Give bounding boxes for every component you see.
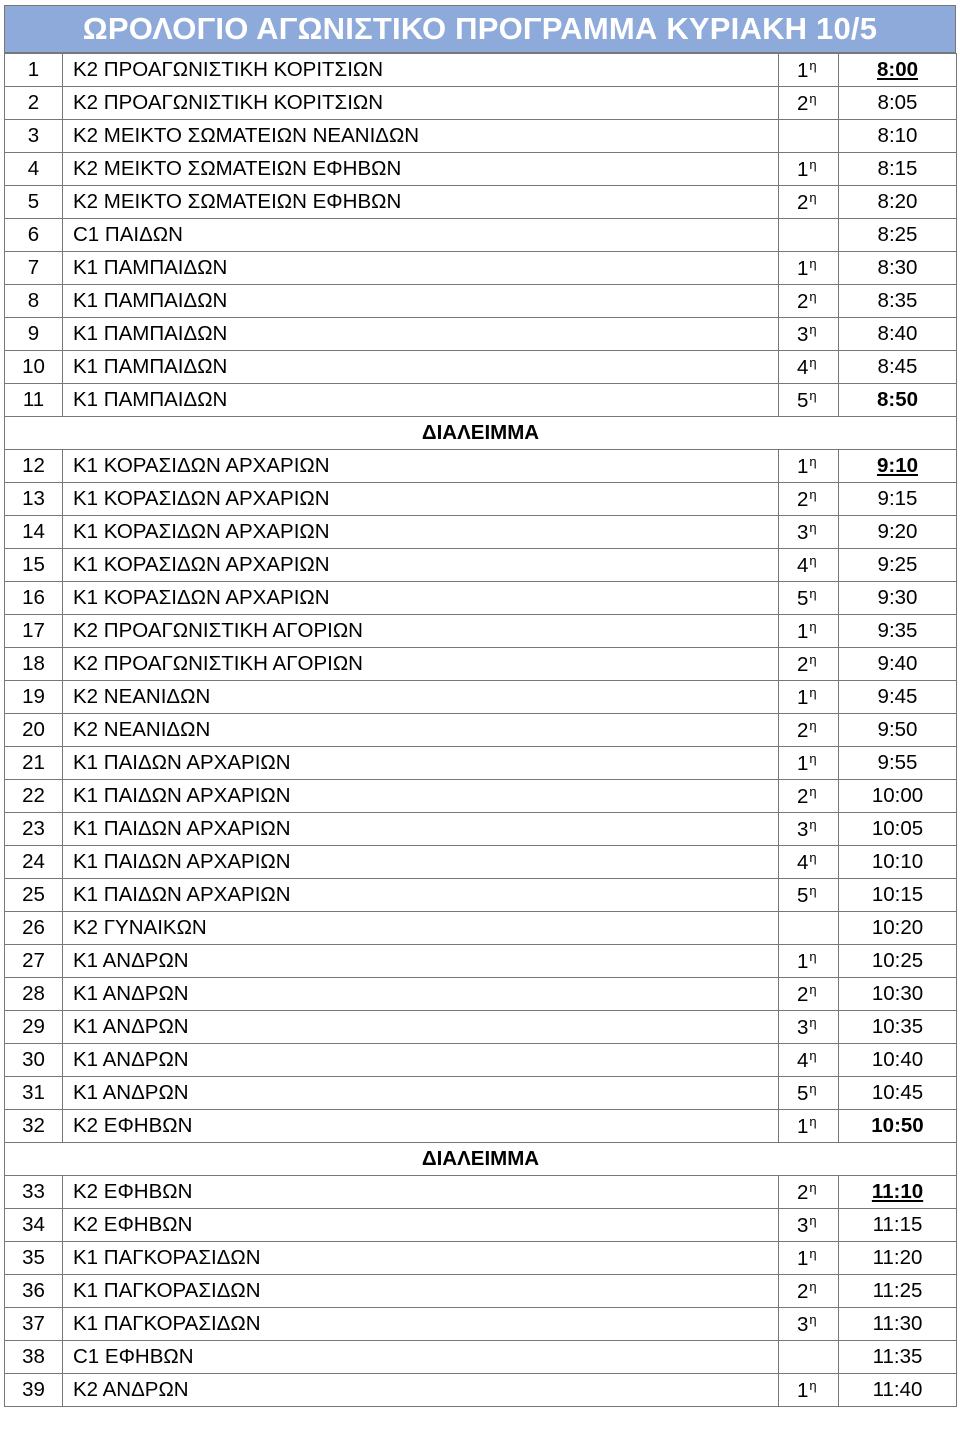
category-name: Κ1 ΠΑΓΚΟΡΑΣΙΔΩΝ bbox=[63, 1242, 779, 1275]
start-time: 11:30 bbox=[839, 1308, 957, 1341]
group-cell bbox=[779, 615, 839, 648]
schedule-row bbox=[5, 153, 957, 186]
group-number: 1 bbox=[797, 619, 809, 643]
group-suffix: η bbox=[809, 57, 817, 73]
group-suffix: η bbox=[809, 90, 817, 106]
schedule-row bbox=[5, 318, 957, 351]
schedule-row bbox=[5, 1110, 957, 1143]
category-name: Κ2 ΠΡΟΑΓΩΝΙΣΤΙΚΗ ΚΟΡΙΤΣΙΩΝ bbox=[63, 87, 779, 120]
group-number: 3 bbox=[797, 1312, 809, 1336]
schedule-row bbox=[5, 1341, 957, 1374]
group-cell bbox=[779, 1044, 839, 1077]
category-name: Κ1 ΑΝΔΡΩΝ bbox=[63, 978, 779, 1011]
group-number: 1 bbox=[797, 949, 809, 973]
row-number: 28 bbox=[5, 978, 63, 1011]
start-time: 8:15 bbox=[839, 153, 957, 186]
group-cell bbox=[779, 912, 839, 945]
category-name: Κ1 ΚΟΡΑΣΙΔΩΝ ΑΡΧΑΡΙΩΝ bbox=[63, 516, 779, 549]
row-number: 37 bbox=[5, 1308, 63, 1341]
group-cell bbox=[779, 1011, 839, 1044]
group-number: 1 bbox=[797, 58, 809, 82]
group-number: 2 bbox=[797, 652, 809, 676]
group-suffix: η bbox=[809, 1311, 817, 1327]
group-suffix: η bbox=[809, 684, 817, 700]
group-suffix: η bbox=[809, 981, 817, 997]
start-time: 10:10 bbox=[839, 846, 957, 879]
group-suffix: η bbox=[809, 387, 817, 403]
row-number: 39 bbox=[5, 1374, 63, 1407]
group-number: 1 bbox=[797, 1378, 809, 1402]
group-number: 2 bbox=[797, 190, 809, 214]
row-number: 22 bbox=[5, 780, 63, 813]
row-number: 1 bbox=[5, 54, 63, 87]
group-cell bbox=[779, 978, 839, 1011]
group-cell bbox=[779, 1209, 839, 1242]
row-number: 5 bbox=[5, 186, 63, 219]
group-cell bbox=[779, 681, 839, 714]
schedule-rows bbox=[5, 54, 957, 1407]
category-name: Κ2 ΜΕΙΚΤΟ ΣΩΜΑΤΕΙΩΝ ΝΕΑΝΙΔΩΝ bbox=[63, 120, 779, 153]
group-cell bbox=[779, 483, 839, 516]
group-number: 1 bbox=[797, 1246, 809, 1270]
group-number: 1 bbox=[797, 157, 809, 181]
row-number: 10 bbox=[5, 351, 63, 384]
group-cell bbox=[779, 1308, 839, 1341]
group-suffix: η bbox=[809, 1179, 817, 1195]
category-name: Κ2 ΝΕΑΝΙΔΩΝ bbox=[63, 714, 779, 747]
group-suffix: η bbox=[809, 849, 817, 865]
category-name: Κ2 ΕΦΗΒΩΝ bbox=[63, 1176, 779, 1209]
category-name: Κ1 ΠΑΜΠΑΙΔΩΝ bbox=[63, 318, 779, 351]
category-name: Κ1 ΠΑΓΚΟΡΑΣΙΔΩΝ bbox=[63, 1275, 779, 1308]
start-time: 8:35 bbox=[839, 285, 957, 318]
schedule-row bbox=[5, 1044, 957, 1077]
group-cell bbox=[779, 582, 839, 615]
schedule-title: ΩΡΟΛΟΓΙΟ ΑΓΩΝΙΣΤΙΚΟ ΠΡΟΓΡΑΜΜΑ ΚΥΡΙΑΚΗ 10/5 bbox=[4, 5, 956, 53]
row-number: 12 bbox=[5, 450, 63, 483]
category-name: Κ1 ΠΑΜΠΑΙΔΩΝ bbox=[63, 285, 779, 318]
row-number: 33 bbox=[5, 1176, 63, 1209]
group-suffix: η bbox=[809, 783, 817, 799]
category-name: Κ1 ΠΑΜΠΑΙΔΩΝ bbox=[63, 384, 779, 417]
schedule-row bbox=[5, 615, 957, 648]
group-suffix: η bbox=[809, 288, 817, 304]
break-label: ΔΙΑΛΕΙΜΜΑ bbox=[5, 417, 957, 450]
group-suffix: η bbox=[809, 882, 817, 898]
group-cell bbox=[779, 747, 839, 780]
schedule-row bbox=[5, 714, 957, 747]
group-cell bbox=[779, 1242, 839, 1275]
group-cell bbox=[779, 714, 839, 747]
group-number: 3 bbox=[797, 1015, 809, 1039]
group-suffix: η bbox=[809, 486, 817, 502]
schedule-row bbox=[5, 1275, 957, 1308]
group-number: 3 bbox=[797, 520, 809, 544]
start-time: 8:50 bbox=[839, 384, 957, 417]
schedule-row bbox=[5, 285, 957, 318]
row-number: 18 bbox=[5, 648, 63, 681]
row-number: 7 bbox=[5, 252, 63, 285]
group-cell bbox=[779, 252, 839, 285]
group-suffix: η bbox=[809, 1113, 817, 1129]
start-time: 10:40 bbox=[839, 1044, 957, 1077]
category-name: Κ1 ΠΑΙΔΩΝ ΑΡΧΑΡΙΩΝ bbox=[63, 747, 779, 780]
group-number: 2 bbox=[797, 982, 809, 1006]
start-time: 9:45 bbox=[839, 681, 957, 714]
group-number: 1 bbox=[797, 256, 809, 280]
row-number: 2 bbox=[5, 87, 63, 120]
break-row bbox=[5, 417, 957, 450]
row-number: 32 bbox=[5, 1110, 63, 1143]
group-suffix: η bbox=[809, 585, 817, 601]
start-time: 10:35 bbox=[839, 1011, 957, 1044]
schedule-row bbox=[5, 747, 957, 780]
schedule-row bbox=[5, 87, 957, 120]
start-time: 9:10 bbox=[839, 450, 957, 483]
group-suffix: η bbox=[809, 552, 817, 568]
group-cell bbox=[779, 120, 839, 153]
row-number: 29 bbox=[5, 1011, 63, 1044]
group-cell bbox=[779, 186, 839, 219]
category-name: Κ2 ΓΥΝΑΙΚΩΝ bbox=[63, 912, 779, 945]
row-number: 11 bbox=[5, 384, 63, 417]
group-number: 1 bbox=[797, 1114, 809, 1138]
category-name: Κ1 ΑΝΔΡΩΝ bbox=[63, 1077, 779, 1110]
group-suffix: η bbox=[809, 453, 817, 469]
schedule-row bbox=[5, 846, 957, 879]
row-number: 17 bbox=[5, 615, 63, 648]
schedule-row bbox=[5, 516, 957, 549]
start-time: 9:55 bbox=[839, 747, 957, 780]
group-number: 3 bbox=[797, 322, 809, 346]
group-number: 5 bbox=[797, 1081, 809, 1105]
start-time: 11:35 bbox=[839, 1341, 957, 1374]
group-suffix: η bbox=[809, 321, 817, 337]
start-time: 9:25 bbox=[839, 549, 957, 582]
group-cell bbox=[779, 1341, 839, 1374]
schedule-row bbox=[5, 945, 957, 978]
category-name: Κ2 ΕΦΗΒΩΝ bbox=[63, 1110, 779, 1143]
category-name: Κ2 ΠΡΟΑΓΩΝΙΣΤΙΚΗ ΚΟΡΙΤΣΙΩΝ bbox=[63, 54, 779, 87]
row-number: 20 bbox=[5, 714, 63, 747]
row-number: 31 bbox=[5, 1077, 63, 1110]
group-suffix: η bbox=[809, 651, 817, 667]
category-name: Κ1 ΚΟΡΑΣΙΔΩΝ ΑΡΧΑΡΙΩΝ bbox=[63, 549, 779, 582]
group-suffix: η bbox=[809, 1278, 817, 1294]
schedule-row bbox=[5, 120, 957, 153]
schedule-row bbox=[5, 54, 957, 87]
row-number: 19 bbox=[5, 681, 63, 714]
schedule-row bbox=[5, 648, 957, 681]
group-suffix: η bbox=[809, 156, 817, 172]
row-number: 24 bbox=[5, 846, 63, 879]
start-time: 9:40 bbox=[839, 648, 957, 681]
row-number: 34 bbox=[5, 1209, 63, 1242]
group-cell bbox=[779, 516, 839, 549]
schedule-row bbox=[5, 1077, 957, 1110]
start-time: 8:10 bbox=[839, 120, 957, 153]
start-time: 11:10 bbox=[839, 1176, 957, 1209]
group-suffix: η bbox=[809, 816, 817, 832]
break-row bbox=[5, 1143, 957, 1176]
group-cell bbox=[779, 384, 839, 417]
start-time: 8:05 bbox=[839, 87, 957, 120]
schedule-row bbox=[5, 450, 957, 483]
start-time: 10:00 bbox=[839, 780, 957, 813]
group-number: 2 bbox=[797, 487, 809, 511]
schedule-row bbox=[5, 681, 957, 714]
row-number: 13 bbox=[5, 483, 63, 516]
group-suffix: η bbox=[809, 717, 817, 733]
category-name: Κ1 ΠΑΜΠΑΙΔΩΝ bbox=[63, 351, 779, 384]
category-name: Κ2 ΜΕΙΚΤΟ ΣΩΜΑΤΕΙΩΝ ΕΦΗΒΩΝ bbox=[63, 186, 779, 219]
group-cell bbox=[779, 351, 839, 384]
group-suffix: η bbox=[809, 1245, 817, 1261]
group-number: 5 bbox=[797, 586, 809, 610]
start-time: 9:20 bbox=[839, 516, 957, 549]
category-name: C1 ΕΦΗΒΩΝ bbox=[63, 1341, 779, 1374]
group-cell bbox=[779, 813, 839, 846]
group-cell bbox=[779, 846, 839, 879]
start-time: 8:00 bbox=[839, 54, 957, 87]
schedule-row bbox=[5, 351, 957, 384]
group-suffix: η bbox=[809, 519, 817, 535]
start-time: 9:35 bbox=[839, 615, 957, 648]
start-time: 11:20 bbox=[839, 1242, 957, 1275]
start-time: 9:50 bbox=[839, 714, 957, 747]
schedule-row bbox=[5, 1011, 957, 1044]
group-number: 3 bbox=[797, 1213, 809, 1237]
row-number: 30 bbox=[5, 1044, 63, 1077]
group-cell bbox=[779, 549, 839, 582]
group-number: 2 bbox=[797, 289, 809, 313]
start-time: 8:40 bbox=[839, 318, 957, 351]
category-name: Κ1 ΚΟΡΑΣΙΔΩΝ ΑΡΧΑΡΙΩΝ bbox=[63, 450, 779, 483]
category-name: Κ1 ΚΟΡΑΣΙΔΩΝ ΑΡΧΑΡΙΩΝ bbox=[63, 483, 779, 516]
group-suffix: η bbox=[809, 948, 817, 964]
category-name: Κ1 ΠΑΙΔΩΝ ΑΡΧΑΡΙΩΝ bbox=[63, 813, 779, 846]
row-number: 4 bbox=[5, 153, 63, 186]
start-time: 10:50 bbox=[839, 1110, 957, 1143]
group-number: 1 bbox=[797, 454, 809, 478]
group-suffix: η bbox=[809, 1212, 817, 1228]
start-time: 10:30 bbox=[839, 978, 957, 1011]
category-name: Κ2 ΠΡΟΑΓΩΝΙΣΤΙΚΗ ΑΓΟΡΙΩΝ bbox=[63, 615, 779, 648]
group-number: 5 bbox=[797, 883, 809, 907]
row-number: 23 bbox=[5, 813, 63, 846]
group-suffix: η bbox=[809, 189, 817, 205]
category-name: C1 ΠΑΙΔΩΝ bbox=[63, 219, 779, 252]
group-cell bbox=[779, 1275, 839, 1308]
start-time: 8:30 bbox=[839, 252, 957, 285]
row-number: 15 bbox=[5, 549, 63, 582]
category-name: Κ1 ΠΑΙΔΩΝ ΑΡΧΑΡΙΩΝ bbox=[63, 879, 779, 912]
schedule-row bbox=[5, 1374, 957, 1407]
category-name: Κ1 ΠΑΓΚΟΡΑΣΙΔΩΝ bbox=[63, 1308, 779, 1341]
start-time: 11:40 bbox=[839, 1374, 957, 1407]
schedule-row bbox=[5, 252, 957, 285]
category-name: Κ1 ΑΝΔΡΩΝ bbox=[63, 1044, 779, 1077]
row-number: 36 bbox=[5, 1275, 63, 1308]
schedule-row bbox=[5, 483, 957, 516]
schedule-row bbox=[5, 780, 957, 813]
category-name: Κ1 ΑΝΔΡΩΝ bbox=[63, 1011, 779, 1044]
category-name: Κ1 ΠΑΙΔΩΝ ΑΡΧΑΡΙΩΝ bbox=[63, 846, 779, 879]
row-number: 25 bbox=[5, 879, 63, 912]
category-name: Κ2 ΠΡΟΑΓΩΝΙΣΤΙΚΗ ΑΓΟΡΙΩΝ bbox=[63, 648, 779, 681]
category-name: Κ2 ΑΝΔΡΩΝ bbox=[63, 1374, 779, 1407]
row-number: 38 bbox=[5, 1341, 63, 1374]
schedule-row bbox=[5, 582, 957, 615]
row-number: 21 bbox=[5, 747, 63, 780]
group-suffix: η bbox=[809, 750, 817, 766]
schedule-row bbox=[5, 1176, 957, 1209]
row-number: 35 bbox=[5, 1242, 63, 1275]
group-number: 4 bbox=[797, 553, 809, 577]
category-name: Κ1 ΠΑΙΔΩΝ ΑΡΧΑΡΙΩΝ bbox=[63, 780, 779, 813]
row-number: 27 bbox=[5, 945, 63, 978]
category-name: Κ1 ΑΝΔΡΩΝ bbox=[63, 945, 779, 978]
category-name: Κ2 ΝΕΑΝΙΔΩΝ bbox=[63, 681, 779, 714]
schedule-row bbox=[5, 912, 957, 945]
group-number: 2 bbox=[797, 91, 809, 115]
group-cell bbox=[779, 1077, 839, 1110]
group-number: 2 bbox=[797, 784, 809, 808]
group-number: 4 bbox=[797, 355, 809, 379]
group-cell bbox=[779, 1176, 839, 1209]
group-suffix: η bbox=[809, 1080, 817, 1096]
schedule-row bbox=[5, 978, 957, 1011]
schedule-row bbox=[5, 813, 957, 846]
start-time: 9:15 bbox=[839, 483, 957, 516]
category-name: Κ1 ΚΟΡΑΣΙΔΩΝ ΑΡΧΑΡΙΩΝ bbox=[63, 582, 779, 615]
group-suffix: η bbox=[809, 1047, 817, 1063]
group-cell bbox=[779, 879, 839, 912]
schedule-row bbox=[5, 186, 957, 219]
group-suffix: η bbox=[809, 1377, 817, 1393]
group-cell bbox=[779, 285, 839, 318]
start-time: 11:15 bbox=[839, 1209, 957, 1242]
group-suffix: η bbox=[809, 1014, 817, 1030]
group-cell bbox=[779, 219, 839, 252]
schedule-row bbox=[5, 384, 957, 417]
group-cell bbox=[779, 318, 839, 351]
group-cell bbox=[779, 780, 839, 813]
group-suffix: η bbox=[809, 354, 817, 370]
row-number: 16 bbox=[5, 582, 63, 615]
group-cell bbox=[779, 87, 839, 120]
group-suffix: η bbox=[809, 255, 817, 271]
group-cell bbox=[779, 1110, 839, 1143]
schedule-row bbox=[5, 1209, 957, 1242]
schedule-table bbox=[4, 53, 957, 1407]
group-cell bbox=[779, 945, 839, 978]
group-cell bbox=[779, 1374, 839, 1407]
group-number: 2 bbox=[797, 718, 809, 742]
start-time: 10:25 bbox=[839, 945, 957, 978]
category-name: Κ2 ΜΕΙΚΤΟ ΣΩΜΑΤΕΙΩΝ ΕΦΗΒΩΝ bbox=[63, 153, 779, 186]
start-time: 11:25 bbox=[839, 1275, 957, 1308]
row-number: 26 bbox=[5, 912, 63, 945]
start-time: 10:20 bbox=[839, 912, 957, 945]
row-number: 6 bbox=[5, 219, 63, 252]
row-number: 14 bbox=[5, 516, 63, 549]
category-name: Κ2 ΕΦΗΒΩΝ bbox=[63, 1209, 779, 1242]
category-name: Κ1 ΠΑΜΠΑΙΔΩΝ bbox=[63, 252, 779, 285]
group-cell bbox=[779, 450, 839, 483]
start-time: 9:30 bbox=[839, 582, 957, 615]
group-cell bbox=[779, 54, 839, 87]
group-number: 2 bbox=[797, 1279, 809, 1303]
group-number: 1 bbox=[797, 685, 809, 709]
row-number: 3 bbox=[5, 120, 63, 153]
start-time: 10:05 bbox=[839, 813, 957, 846]
schedule-row bbox=[5, 1242, 957, 1275]
group-number: 2 bbox=[797, 1180, 809, 1204]
schedule-row bbox=[5, 1308, 957, 1341]
group-number: 4 bbox=[797, 1048, 809, 1072]
start-time: 8:25 bbox=[839, 219, 957, 252]
schedule-sheet bbox=[4, 5, 956, 1407]
schedule-row bbox=[5, 879, 957, 912]
group-number: 4 bbox=[797, 850, 809, 874]
group-number: 3 bbox=[797, 817, 809, 841]
group-cell bbox=[779, 648, 839, 681]
group-cell bbox=[779, 153, 839, 186]
group-number: 1 bbox=[797, 751, 809, 775]
schedule-row bbox=[5, 219, 957, 252]
group-number: 5 bbox=[797, 388, 809, 412]
row-number: 9 bbox=[5, 318, 63, 351]
start-time: 10:45 bbox=[839, 1077, 957, 1110]
row-number: 8 bbox=[5, 285, 63, 318]
start-time: 10:15 bbox=[839, 879, 957, 912]
schedule-row bbox=[5, 549, 957, 582]
break-label: ΔΙΑΛΕΙΜΜΑ bbox=[5, 1143, 957, 1176]
start-time: 8:45 bbox=[839, 351, 957, 384]
group-suffix: η bbox=[809, 618, 817, 634]
start-time: 8:20 bbox=[839, 186, 957, 219]
